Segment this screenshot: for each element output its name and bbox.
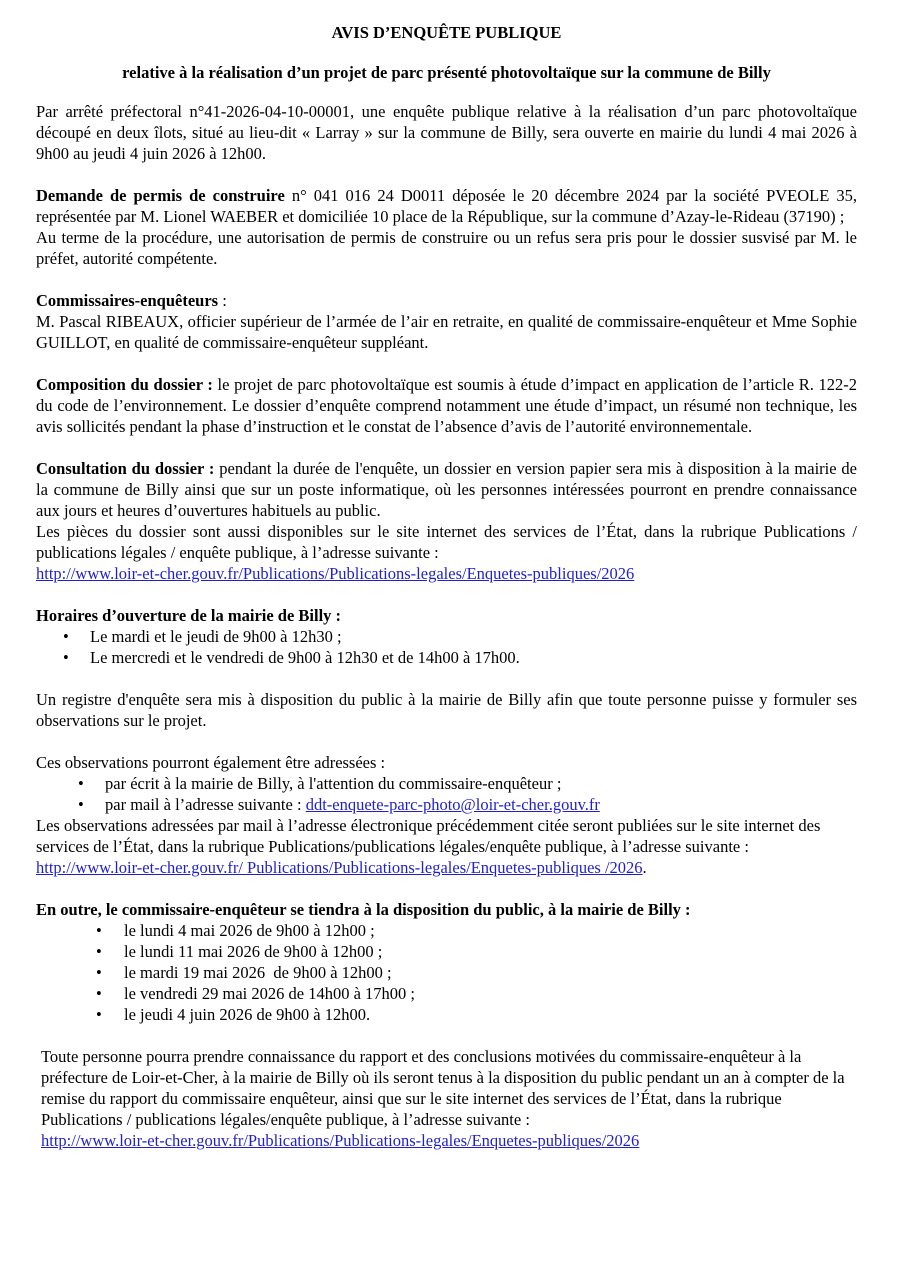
commissaires-heading: Commissaires-enquêteurs <box>36 291 219 310</box>
observations-text <box>36 815 857 878</box>
observations-link[interactable]: http://www.loir-et-cher.gouv.fr/ Publications/Publications-legales/Enquetes-publiques /2026 <box>36 858 643 877</box>
final-section <box>36 1046 857 1151</box>
commissaires-heading-line <box>36 290 857 311</box>
consultation-online-text: Les pièces du dossier sont aussi disponibles sur le site internet des services de l’État, dans la rubrique Publications / publications légales / enquête publique, à l’adresse suivante : <box>36 522 857 562</box>
composition-text: le projet de parc photovoltaïque est soumis à étude d’impact en application de l’article R. 122-2 du code de l’environnement. Le dossier d’enquête comprend notamment une étude d’impact, un résumé non technique, les avis sollicités pendant la phase d’instruction et le constat de l’absence d’avis de l’autorité environnementale. <box>36 375 857 436</box>
final-text: Toute personne pourra prendre connaissance du rapport et des conclusions motivées du commissaire-enquêteur à la préfecture de Loir-et-Cher, à la mairie de Billy où ils seront tenus à la disposition du public pendant un an à compter de la remise du rapport du commissaire enquêteur, ainsi que sur le site internet des services de l’État, dans la rubrique Publications / publications légales/enquête publique, à l’adresse suivante : <box>41 1047 845 1129</box>
intro-paragraph: Par arrêté préfectoral n°41-2026-04-10-00001, une enquête publique relative à la réalisation d’un parc photovoltaïque découpé en deux îlots, situé au lieu-dit « Larray » sur la commune de Billy, sera ouverte en mairie du lundi 4 mai 2026 à 9h00 au jeudi 4 juin 2026 à 12h00. <box>36 102 857 163</box>
permanence-item: • le mardi 19 mai 2026 de 9h00 à 12h00 ; <box>36 962 857 983</box>
permanence-item: • le jeudi 4 juin 2026 de 9h00 à 12h00. <box>36 1004 857 1025</box>
permanences-heading-line <box>36 899 857 920</box>
final-link[interactable]: http://www.loir-et-cher.gouv.fr/Publications/Publications-legales/Enquetes-publiques/2026 <box>41 1131 640 1150</box>
permis-text: n° 041 016 24 D0011 déposée le 20 décembre 2024 par la société PVEOLE 35, représentée par M. Lionel WAEBER et domiciliée 10 place de la République, sur la commune d’Azay-le-Rideau (37190) ; <box>36 186 857 226</box>
consultation-text: pendant la durée de l'enquête, un dossier en version papier sera mis à disposition à la mairie de la commune de Billy ainsi que sur un poste informatique, où les personnes intéressées pourront en prendre connaissance aux jours et heures d’ouvertures habituels au public. <box>36 459 858 520</box>
notice-title: AVIS D’ENQUÊTE PUBLIQUE <box>331 23 562 42</box>
registre-paragraph: Un registre d'enquête sera mis à disposition du public à la mairie de Billy afin que toute personne puisse y formuler ses observations sur le projet. <box>36 690 857 730</box>
horaires-item: • Le mercredi et le vendredi de 9h00 à 12h30 et de 14h00 à 17h00. <box>36 647 857 668</box>
observations-item-mail <box>36 794 857 815</box>
horaires-heading-line <box>36 605 857 626</box>
observations-publication-text: Les observations adressées par mail à l’adresse électronique précédemment citée seront publiées sur le site internet des services de l’État, dans la rubrique Publications/publications légales/enquête publique, à l’adresse suivante : <box>36 816 821 856</box>
consultation-paragraph <box>36 458 857 521</box>
permanence-item: • le lundi 11 mai 2026 de 9h00 à 12h00 ; <box>36 941 857 962</box>
consultation-heading: Consultation du dossier : <box>36 459 215 478</box>
commissaires-text: M. Pascal RIBEAUX, officier supérieur de l’armée de l’air en retraite, en qualité de commissaire-enquêteur et Mme Sophie GUILLOT, en qualité de commissaire-enquêteur suppléant. <box>36 312 857 352</box>
observations-item-letter: • par écrit à la mairie de Billy, à l'attention du commissaire-enquêteur ; <box>36 773 857 794</box>
permis-heading: Demande de permis de construire <box>36 186 285 205</box>
horaires-list <box>36 626 857 668</box>
observations-mail-prefix: par mail à l’adresse suivante : <box>105 795 306 814</box>
horaires-item: • Le mardi et le jeudi de 9h00 à 12h30 ; <box>36 626 857 647</box>
permis-decision: Au terme de la procédure, une autorisation de permis de construire ou un refus sera pris pour le dossier susvisé par M. le préfet, autorité compétente. <box>36 228 857 268</box>
permis-paragraph <box>36 185 857 227</box>
permanences-heading: En outre, le commissaire-enquêteur se tiendra à la disposition du public, à la mairie de Billy : <box>36 900 691 919</box>
composition-paragraph <box>36 374 857 437</box>
notice-page <box>36 22 857 1151</box>
commissaires-colon: : <box>218 291 227 310</box>
observations-intro: Ces observations pourront également être adressées : <box>36 753 386 772</box>
notice-subtitle: relative à la réalisation d’un projet de parc présenté photovoltaïque sur la commune de Billy <box>122 63 771 82</box>
permanence-item: • le vendredi 29 mai 2026 de 14h00 à 17h00 ; <box>36 983 857 1004</box>
observations-period: . <box>642 858 647 877</box>
email-link[interactable]: ddt-enquete-parc-photo@loir-et-cher.gouv.fr <box>305 795 600 814</box>
composition-heading: Composition du dossier : <box>36 375 213 394</box>
consultation-link-line <box>36 563 857 584</box>
final-link-line <box>41 1130 857 1151</box>
permanences-list <box>36 920 857 1025</box>
consultation-link[interactable]: http://www.loir-et-cher.gouv.fr/Publications/Publications-legales/Enquetes-publiques/2026 <box>36 564 635 583</box>
horaires-heading: Horaires d’ouverture de la mairie de Billy : <box>36 606 342 625</box>
observations-list <box>36 773 857 815</box>
permanence-item: • le lundi 4 mai 2026 de 9h00 à 12h00 ; <box>36 920 857 941</box>
